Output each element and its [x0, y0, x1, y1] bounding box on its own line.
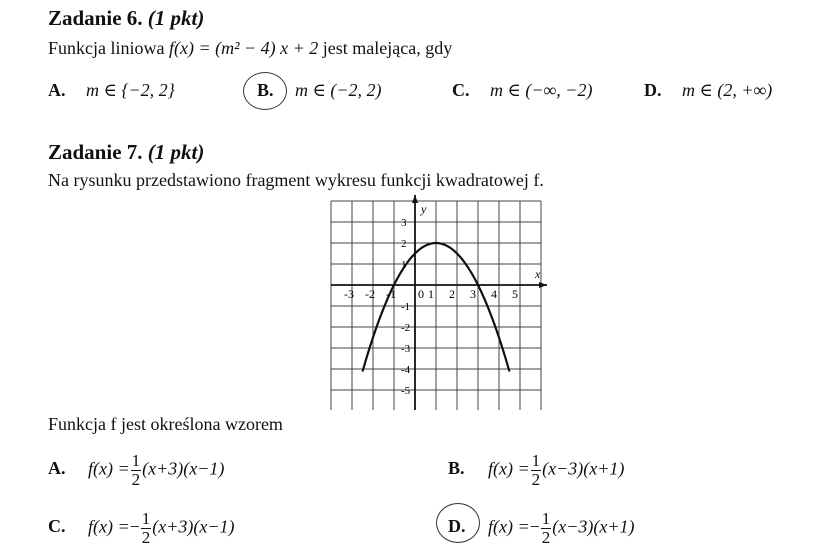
y-tick-label: 3 — [401, 217, 407, 229]
x-tick-label: -2 — [365, 287, 375, 301]
x-tick-label: 5 — [512, 287, 518, 301]
task6-option-c[interactable]: C. m ∈ (−∞, −2) — [452, 80, 593, 100]
task6-title: Zadanie 6. (1 pkt) — [48, 6, 205, 30]
x-axis-label: x — [535, 267, 541, 281]
task7-question: Funkcja f jest określona wzorem — [48, 414, 283, 434]
y-tick-label: 1 — [401, 259, 407, 271]
task6-option-a[interactable]: A. m ∈ {−2, 2} — [48, 80, 175, 100]
task6-statement: Funkcja liniowa f(x) = (m² − 4) x + 2 jest malejąca, gdy — [48, 38, 453, 58]
task7-option-d[interactable]: D. f(x) =− $\frac{1}{2}$ (x−3)(x+1) — [448, 509, 635, 547]
x-tick-label: 2 — [449, 287, 455, 301]
fraction: $\frac{1}{2}$ — [131, 451, 141, 489]
fraction: $\frac{1}{2}$ — [541, 509, 551, 547]
y-axis-arrow — [412, 195, 418, 203]
x-tick-label: 1 — [428, 287, 434, 301]
fraction: $\frac{1}{2}$ — [531, 451, 541, 489]
task7-statement: Na rysunku przedstawiono fragment wykresu funkcji kwadratowej f. — [48, 170, 544, 190]
y-tick-label: -3 — [401, 343, 411, 355]
task7-option-b[interactable]: B. f(x) = $\frac{1}{2}$ (x−3)(x+1) — [448, 451, 625, 489]
parabola-graph — [300, 195, 570, 410]
task7-title: Zadanie 7. (1 pkt) — [48, 140, 205, 164]
task6-option-d[interactable]: D. m ∈ (2, +∞) — [644, 80, 773, 100]
x-tick-label: 3 — [470, 287, 476, 301]
y-tick-label: -4 — [401, 364, 411, 376]
x-tick-label: -1 — [386, 287, 396, 301]
y-tick-label: -5 — [401, 385, 411, 397]
x-axis-arrow — [539, 282, 547, 288]
task6-option-b[interactable]: B. m ∈ (−2, 2) — [257, 80, 382, 100]
y-tick-label: 2 — [401, 238, 407, 250]
graph-axes — [331, 195, 547, 410]
x-tick-label: 4 — [491, 287, 497, 301]
x-tick-label: -3 — [344, 287, 354, 301]
task7-option-c[interactable]: C. f(x) =− $\frac{1}{2}$ (x+3)(x−1) — [48, 509, 235, 547]
x-tick-label: 0 — [418, 287, 424, 301]
task7-option-a[interactable]: A. f(x) = $\frac{1}{2}$ (x+3)(x−1) — [48, 451, 225, 489]
task6-formula: f(x) = (m² − 4) x + 2 — [168, 38, 319, 58]
y-tick-label: -1 — [401, 301, 411, 313]
y-axis-label: y — [421, 202, 427, 216]
y-tick-label: -2 — [401, 322, 411, 334]
graph-grid — [331, 201, 541, 410]
fraction: $\frac{1}{2}$ — [141, 509, 151, 547]
